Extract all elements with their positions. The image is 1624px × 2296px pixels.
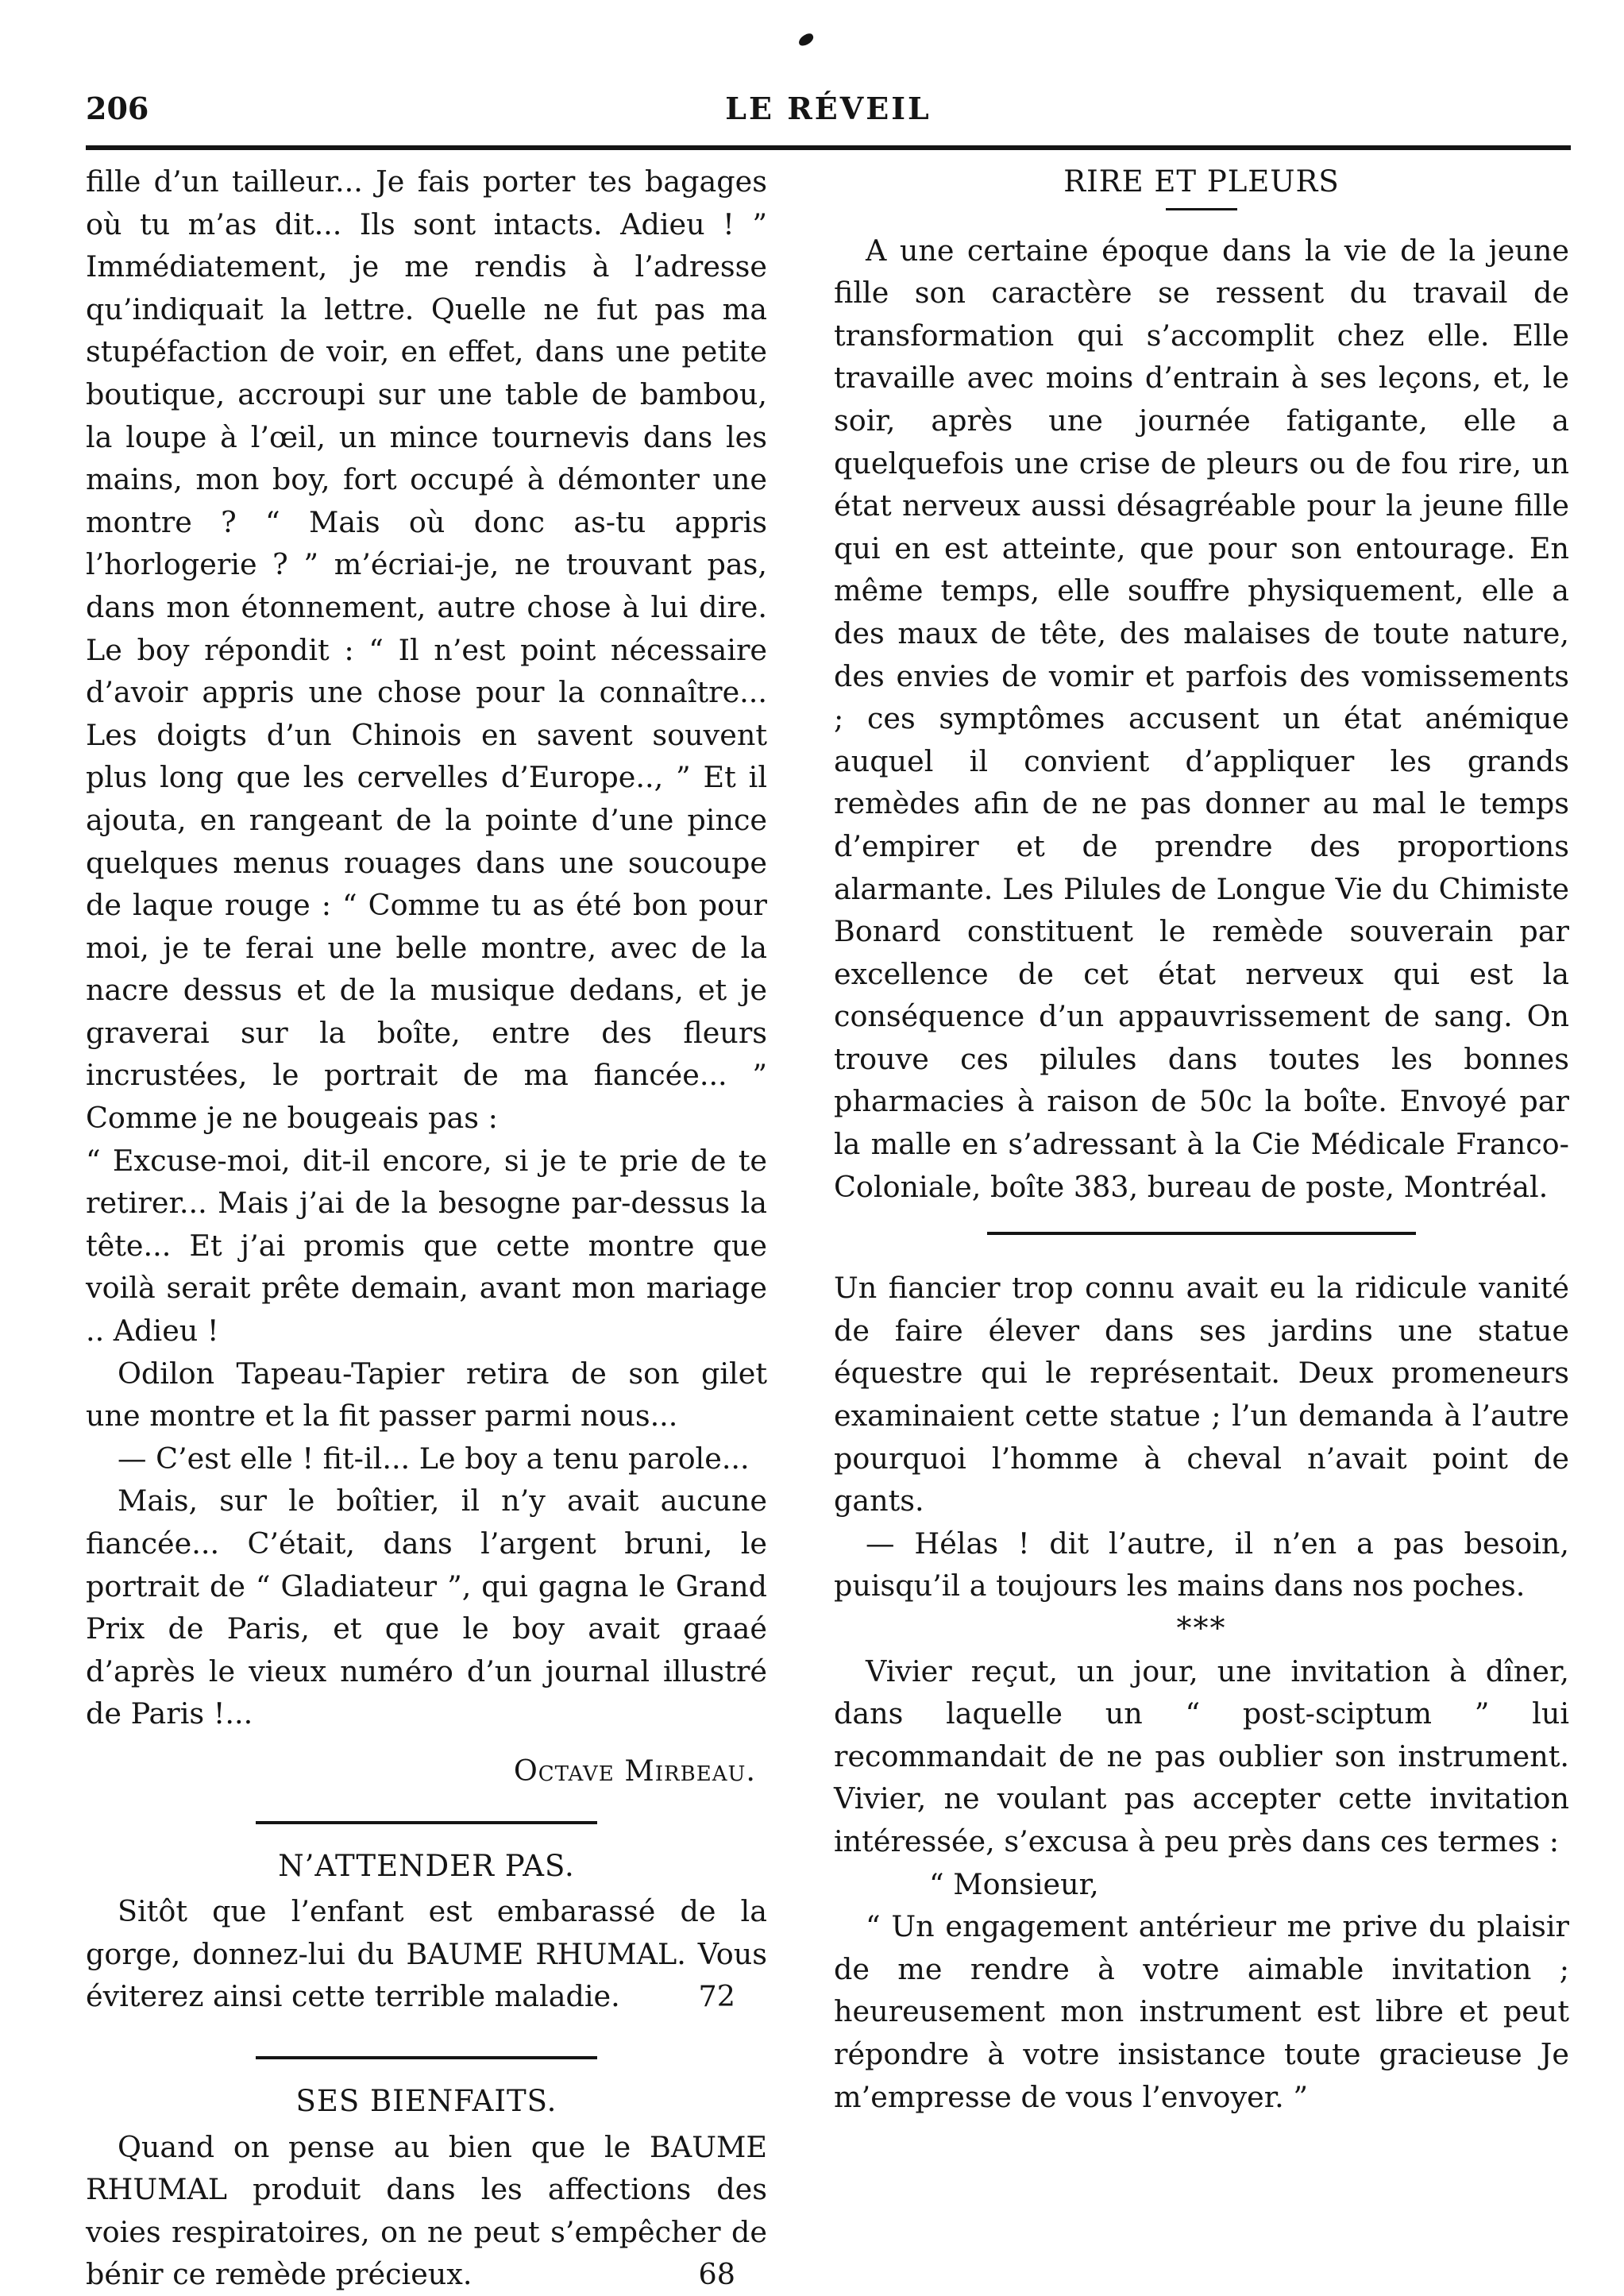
anecdote-paragraph: Un fiancier trop connu avait eu la ridicule vanité de faire élever dans ses jardins une statue équestre qui le représentait. Deux promeneurs examinaient cette statue ; l’un demanda à l’autre pourquoi l’homme à cheval n’avait point de gants. [834,1271,1569,1518]
story-paragraph: — C’est elle ! fit-il... Le boy a tenu parole... [118,1441,750,1476]
ad-body: Sitôt que l’enfant est embarassé de la gorge, donnez-lui du BAUME RHUMAL. Vous éviterez ainsi cette terrible maladie. [86,1894,767,2014]
page-header [86,79,1571,143]
right-column [834,160,1569,2118]
page-number: 206 [86,91,149,126]
running-title: LE RÉVEIL [725,91,932,126]
ad-body: Quand on pense au bien que le BAUME RHUMAL produit dans les affections des voies respiratoires, on ne peut s’empêcher de bénir ce remède précieux. [86,2129,767,2292]
ad-text [86,1890,767,2018]
article-heading: RIRE ET PLEURS [1063,164,1340,199]
story-paragraph: Odilon Tapeau-Tapier retira de son gilet une montre et la fit passer parmi nous... [86,1356,767,1434]
left-column [86,160,767,2296]
letter-text: “ Un engagement antérieur me prive du plaisir de me rendre à votre aimable invitation ; heureusement mon instrument est libre et peut répondre à votre insistance toute gracieuse Je m’empresse de vous l’envoyer. ” [834,1909,1569,2114]
ink-blot [797,32,815,48]
story-signature: Octave Mirbeau. [513,1753,756,1788]
asterism: *** [1176,1611,1227,1646]
ad-number: 72 [698,1979,735,2014]
ad-heading: N’ATTENDER PAS. [278,1848,575,1883]
ad-text [86,2126,767,2296]
anecdote-paragraph: Vivier reçut, un jour, une invitation à dîner, dans laquelle un “ post-sciptum ” lui recommandait de ne pas oublier son instrument. Vivier, ne voulant pas accepter cette invitation intéressée, s’excusa à peu près dans ces termes : [834,1654,1569,1858]
header-rule [86,145,1571,150]
story-paragraph: fille d’un tailleur... Je fais porter tes bagages où tu m’as dit... Ils sont intacts. Adieu ! ” Immédiatement, je me rendis à l’adresse qu’indiquait la lettre. Quelle ne fut pas ma stupéfaction de voir, en effet, dans une petite boutique, accroupi sur une table de bambou, la loupe à l’œil, un mince tournevis dans les mains, mon boy, fort occupé à démonter une montre ? “ Mais où donc as-tu appris l’horlogerie ? ” m’écriai-je, ne trouvant pas, dans mon étonnement, autre chose à lui dire. Le boy répondit : “ Il n’est point nécessaire d’avoir appris une chose pour la connaître... Les doigts d’un Chinois en savent souvent plus long que les cervelles d’Europe.., ” Et il ajouta, en rangeant de la pointe d’une pince quelques menus rouages dans une soucoupe de laque rouge : “ Comme tu as été bon pour moi, je te ferai une belle montre, avec de la nacre dessus et de la musique dedans, et je graverai sur la boîte, entre des fleurs incrustées, le portrait de ma fiancée... ” Comme je ne bougeais pas : [86,164,767,1136]
section-divider [987,1232,1416,1235]
heading-underline [1166,208,1237,210]
story-paragraph: Mais, sur le boîtier, il n’y avait aucune fiancée... C’était, dans l’argent bruni, le portrait de “ Gladiateur ”, qui gagna le Grand Prix de Paris, et que le boy avait graaé d’après le vieux numéro d’un journal illustré de Paris !... [86,1484,767,1731]
anecdote-paragraph: — Hélas ! dit l’autre, il n’en a pas besoin, puisqu’il a toujours les mains dans nos poches. [834,1526,1569,1603]
story-paragraph: “ Excuse-moi, dit-il encore, si je te prie de te retirer... Mais j’ai de la besogne par-dessus la tête... Et j’ai promis que cette montre que voilà serait prête demain, avant mon mariage .. Adieu ! [86,1143,767,1349]
ad-heading: SES BIENFAITS. [295,2083,557,2118]
letter-salutation: “ Monsieur, [929,1866,1099,1901]
ad-number: 68 [698,2257,735,2292]
section-divider [256,2056,597,2059]
section-divider [256,1821,597,1824]
article-text: A une certaine époque dans la vie de la jeune fille son caractère se ressent du travail de transformation qui s’accomplit chez elle. Elle travaille avec moins d’entrain à ses leçons, et, le soir, après une journée fatigante, elle a quelquefois une crise de pleurs ou de fou rire, un état nerveux aussi désagréable pour la jeune fille qui en est atteinte, que pour son entourage. En même temps, elle souffre physiquement, elle a des maux de tête, des malaises de toute nature, des envies de vomir et parfois des vomissements ; ces symptômes accusent un état anémique auquel il convient d’appliquer les grands remèdes afin de ne pas donner au mal le temps d’empirer et de prendre des proportions alarmante. Les Pilules de Longue Vie du Chimiste Bonard constituent le remède souverain par excellence de cet état nerveux qui est la conséquence d’un appauvrissement de sang. On trouve ces pilules dans toutes les bonnes pharmacies à raison de 50c la boîte. Envoyé par la malle en s’adressant à la Cie Médicale Franco-Coloniale, boîte 383, bureau de poste, Montréal. [834,233,1569,1204]
